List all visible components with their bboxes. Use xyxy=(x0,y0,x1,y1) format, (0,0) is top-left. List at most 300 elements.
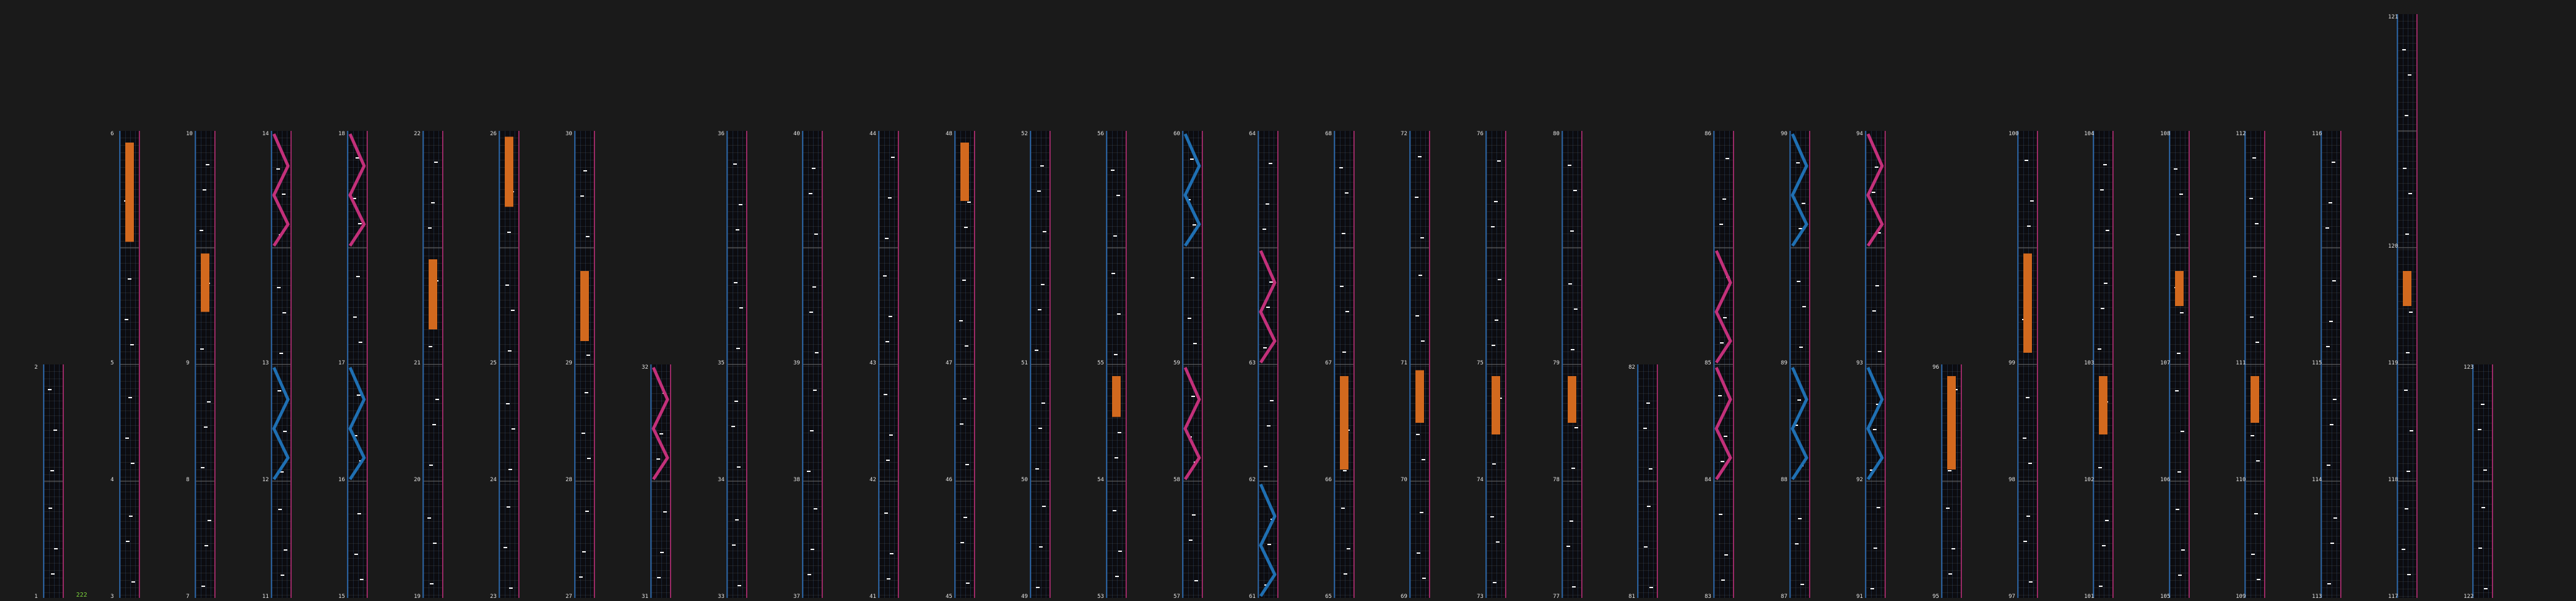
tap-note xyxy=(1038,309,1041,310)
tap-note xyxy=(1266,203,1269,205)
measure-number: 7 xyxy=(186,594,190,600)
measure-number: 5 xyxy=(111,360,114,366)
measure-number: 114 xyxy=(2312,477,2322,483)
tap-note xyxy=(1719,224,1723,225)
column-notes xyxy=(272,131,290,598)
measure-column[interactable] xyxy=(1562,131,1582,598)
measure-number: 21 xyxy=(414,360,421,366)
measure-number: 61 xyxy=(1249,594,1256,600)
measure-number: 118 xyxy=(2388,477,2399,483)
tap-note xyxy=(1643,428,1647,429)
measure-number: 97 xyxy=(2009,594,2015,600)
measure-number: 73 xyxy=(1477,594,1484,600)
measure-number: 115 xyxy=(2312,360,2322,366)
tap-note xyxy=(200,230,203,231)
hold-note xyxy=(2403,271,2411,306)
tap-note xyxy=(736,348,740,349)
tap-note xyxy=(511,310,515,311)
slide-path xyxy=(1185,367,1199,479)
column-notes xyxy=(348,131,367,598)
tap-note xyxy=(587,458,591,459)
tap-note xyxy=(884,394,887,395)
tap-note xyxy=(2027,226,2031,227)
tap-note xyxy=(2330,424,2333,425)
tap-note xyxy=(1193,343,1197,344)
tap-note xyxy=(2251,435,2254,436)
tap-note xyxy=(356,276,360,277)
column-notes xyxy=(44,364,63,598)
tap-note xyxy=(1115,457,1118,458)
measure-number: 78 xyxy=(1553,477,1560,483)
tap-note xyxy=(884,513,888,514)
tap-note xyxy=(815,352,819,353)
tap-note xyxy=(1422,459,1425,460)
tap-note xyxy=(356,157,359,159)
column-notes xyxy=(1866,131,1885,598)
measure-column[interactable] xyxy=(2472,364,2493,598)
column-notes xyxy=(2322,131,2340,598)
tap-note xyxy=(357,513,361,514)
column-notes xyxy=(1563,131,1581,598)
measure-number: 82 xyxy=(1628,364,1635,371)
tap-note xyxy=(1111,273,1115,274)
tap-note xyxy=(1948,470,1951,471)
tap-note xyxy=(2408,193,2412,194)
tap-note xyxy=(128,278,131,280)
measure-column[interactable] xyxy=(271,131,292,598)
tap-note xyxy=(2404,390,2408,391)
measure-number: 96 xyxy=(1932,364,1939,371)
slide-path xyxy=(1185,134,1199,246)
tap-note xyxy=(2249,198,2253,199)
tap-note xyxy=(1344,573,1347,575)
tap-note xyxy=(1347,548,1350,549)
tap-note xyxy=(1339,167,1343,168)
tap-note xyxy=(1415,315,1419,316)
measure-column[interactable] xyxy=(2321,131,2341,598)
tap-note xyxy=(890,553,893,554)
tap-note xyxy=(2176,509,2179,510)
tap-note xyxy=(1800,584,1804,585)
column-notes xyxy=(2018,131,2037,598)
hold-note xyxy=(125,143,134,242)
tap-note xyxy=(1418,275,1422,276)
column-notes xyxy=(955,131,974,598)
tap-note xyxy=(2481,404,2485,405)
measure-column[interactable] xyxy=(499,131,519,598)
tap-note xyxy=(54,548,58,549)
column-notes xyxy=(1714,131,1733,598)
tap-note xyxy=(964,227,968,228)
measure-column[interactable] xyxy=(1865,131,1886,598)
tap-note xyxy=(1797,281,1800,282)
tap-note xyxy=(1796,162,1800,163)
tap-note xyxy=(1951,548,1955,549)
measure-number: 109 xyxy=(2236,594,2246,600)
column-notes xyxy=(1791,131,1809,598)
hold-note xyxy=(1415,371,1424,423)
tap-note xyxy=(891,157,895,158)
tap-note xyxy=(739,204,742,205)
hold-note xyxy=(1340,376,1348,469)
tap-note xyxy=(966,583,970,584)
tap-note xyxy=(1188,318,1191,319)
tap-note xyxy=(2180,312,2184,313)
tap-note xyxy=(2175,390,2179,391)
tap-note xyxy=(812,168,815,169)
column-notes xyxy=(1031,131,1049,598)
tap-note xyxy=(2402,49,2406,50)
tap-note xyxy=(2329,202,2332,203)
tap-note xyxy=(2098,348,2101,350)
hold-note xyxy=(1492,376,1500,434)
measure-number: 30 xyxy=(566,131,572,137)
tap-note xyxy=(583,170,587,171)
measure-number: 16 xyxy=(338,477,345,483)
measure-number: 38 xyxy=(793,477,800,483)
tap-note xyxy=(657,577,661,578)
measure-number: 15 xyxy=(338,594,345,600)
tap-note xyxy=(962,280,966,281)
measure-number: 81 xyxy=(1628,594,1635,600)
column-notes xyxy=(652,364,670,598)
tap-note xyxy=(1948,573,1952,575)
tap-note xyxy=(810,430,814,431)
tap-note xyxy=(353,316,357,318)
tap-note xyxy=(208,520,211,521)
tap-note xyxy=(1877,507,1880,508)
tap-note xyxy=(508,350,512,352)
column-notes xyxy=(879,131,898,598)
tap-note xyxy=(2252,157,2256,159)
measure-number: 86 xyxy=(1705,131,1711,137)
tap-note xyxy=(586,236,590,237)
tap-note xyxy=(125,438,129,439)
slide-path xyxy=(1868,134,1882,246)
tap-note xyxy=(1647,506,1651,507)
tap-note xyxy=(1269,281,1273,283)
tap-note xyxy=(2177,353,2181,354)
slide-path xyxy=(350,134,364,246)
tap-note xyxy=(429,465,433,466)
measure-column[interactable] xyxy=(2244,131,2265,598)
measure-number: 3 xyxy=(111,594,114,600)
measure-column[interactable] xyxy=(1485,131,1506,598)
tap-note xyxy=(131,581,135,583)
measure-number: 46 xyxy=(946,477,952,483)
measure-number: 100 xyxy=(2009,131,2019,137)
measure-column[interactable] xyxy=(1409,131,1430,598)
slide-path xyxy=(1792,367,1807,479)
tap-note xyxy=(963,398,967,399)
measure-number: 123 xyxy=(2464,364,2474,371)
measure-column[interactable] xyxy=(1106,131,1127,598)
tap-note xyxy=(2327,465,2330,466)
tap-note xyxy=(1118,432,1121,433)
column-notes xyxy=(2398,14,2416,598)
tap-note xyxy=(2254,513,2258,514)
measure-number: 1 xyxy=(34,594,38,600)
tap-note xyxy=(2177,471,2181,473)
tap-note xyxy=(1345,192,1348,194)
tap-note xyxy=(1263,347,1267,348)
tap-note xyxy=(1802,306,1806,307)
measure-number: 77 xyxy=(1553,594,1560,600)
tap-note xyxy=(432,424,436,425)
tap-note xyxy=(1113,510,1116,511)
tap-note xyxy=(2100,189,2104,191)
measure-number: 84 xyxy=(1705,477,1711,483)
measure-number: 79 xyxy=(1553,360,1560,366)
measure-number: 65 xyxy=(1325,594,1332,600)
measure-column[interactable] xyxy=(2093,131,2114,598)
tap-note xyxy=(1644,546,1648,548)
tap-note xyxy=(811,549,814,550)
tap-note xyxy=(2023,438,2026,439)
tap-note xyxy=(967,202,971,203)
measure-column[interactable] xyxy=(878,131,899,598)
tap-note xyxy=(1874,548,1877,549)
tap-note xyxy=(2105,520,2109,521)
tap-note xyxy=(737,466,741,468)
measure-number: 14 xyxy=(262,131,269,137)
slide-path xyxy=(274,134,288,246)
measure-column[interactable] xyxy=(43,364,64,598)
tap-note xyxy=(201,467,204,468)
tap-note xyxy=(1490,516,1494,517)
tap-note xyxy=(2478,429,2481,430)
measure-number: 88 xyxy=(1781,477,1788,483)
tap-note xyxy=(50,470,54,471)
column-notes xyxy=(575,131,594,598)
tap-note xyxy=(1872,310,1876,312)
measure-number: 27 xyxy=(566,594,572,600)
tap-note xyxy=(731,426,735,427)
tap-note xyxy=(2181,549,2185,551)
tap-note xyxy=(1192,514,1196,516)
measure-number: 111 xyxy=(2236,360,2246,366)
tap-note xyxy=(1875,285,1879,286)
measure-number: 50 xyxy=(1021,477,1028,483)
measure-column[interactable] xyxy=(954,131,975,598)
tap-note xyxy=(1191,277,1194,278)
column-notes xyxy=(728,131,746,598)
measure-number: 116 xyxy=(2312,131,2322,137)
tap-note xyxy=(1269,163,1272,164)
measure-number: 48 xyxy=(946,131,952,137)
tap-note xyxy=(1340,286,1344,287)
measure-column[interactable] xyxy=(2397,14,2418,598)
tap-note xyxy=(2333,399,2337,400)
tap-note xyxy=(430,583,434,584)
measure-column[interactable] xyxy=(1637,364,1658,598)
tap-note xyxy=(580,195,584,197)
tap-note xyxy=(2405,234,2409,235)
measure-number: 99 xyxy=(2009,360,2015,366)
column-notes xyxy=(2246,131,2264,598)
measure-number: 103 xyxy=(2084,360,2095,366)
tap-note xyxy=(2029,581,2033,583)
column-notes xyxy=(424,131,442,598)
measure-column[interactable] xyxy=(195,131,216,598)
tap-note xyxy=(1039,546,1043,548)
tap-note xyxy=(1191,396,1195,397)
tap-note xyxy=(431,202,435,203)
tap-note xyxy=(2255,223,2259,224)
tap-note xyxy=(732,544,736,546)
tap-note xyxy=(434,162,438,163)
tap-note xyxy=(1570,520,1573,522)
slide-path xyxy=(350,367,364,479)
tap-note xyxy=(1491,226,1495,227)
measure-column[interactable] xyxy=(347,131,368,598)
column-notes xyxy=(2170,131,2189,598)
tap-note xyxy=(204,426,208,428)
tap-note xyxy=(2026,397,2029,398)
measure-column[interactable] xyxy=(1941,364,1962,598)
tap-note xyxy=(128,397,132,398)
measure-number: 64 xyxy=(1249,131,1256,137)
measure-number: 43 xyxy=(870,360,876,366)
measure-number: 83 xyxy=(1705,594,1711,600)
measure-number: 119 xyxy=(2388,360,2399,366)
tap-note xyxy=(1492,463,1496,465)
tap-note xyxy=(1113,235,1117,237)
tap-note xyxy=(278,509,282,510)
tap-note xyxy=(2326,346,2330,347)
tap-note xyxy=(2478,548,2482,549)
tap-note xyxy=(1573,190,1577,191)
measure-number: 87 xyxy=(1781,594,1788,600)
tap-note xyxy=(733,163,737,165)
measure-number: 94 xyxy=(1856,131,1863,137)
tap-note xyxy=(435,399,439,400)
tap-note xyxy=(1041,284,1045,285)
measure-number: 106 xyxy=(2160,477,2171,483)
tap-note xyxy=(1568,283,1572,285)
slide-path xyxy=(1868,367,1882,479)
tap-note xyxy=(2481,507,2485,508)
tap-note xyxy=(354,554,358,555)
tap-note xyxy=(504,547,507,548)
measure-number: 117 xyxy=(2388,594,2399,600)
measure-column[interactable] xyxy=(726,131,747,598)
measure-column[interactable] xyxy=(650,364,671,598)
measure-column[interactable] xyxy=(1789,131,1810,598)
measure-column[interactable] xyxy=(119,131,140,598)
tap-note xyxy=(809,312,813,313)
measure-number: 92 xyxy=(1856,477,1863,483)
hold-note xyxy=(201,254,209,312)
tap-note xyxy=(2257,579,2260,580)
tap-note xyxy=(736,229,739,230)
tap-note xyxy=(508,469,512,470)
measure-number: 17 xyxy=(338,360,345,366)
tap-note xyxy=(1189,540,1193,541)
column-notes xyxy=(1638,364,1657,598)
tap-note xyxy=(737,585,741,586)
tap-note xyxy=(429,346,432,347)
measure-column[interactable] xyxy=(574,131,595,598)
measure-column[interactable] xyxy=(802,131,823,598)
tap-note xyxy=(2028,463,2032,464)
tap-note xyxy=(2327,583,2331,584)
measure-column[interactable] xyxy=(2169,131,2190,598)
tap-note xyxy=(1190,159,1194,160)
measure-column[interactable] xyxy=(2017,131,2038,598)
tap-note xyxy=(433,543,437,544)
tap-note xyxy=(1494,201,1498,202)
slide-path xyxy=(274,367,288,479)
tap-note xyxy=(2409,312,2413,313)
tap-note xyxy=(200,348,204,350)
measure-number: 24 xyxy=(490,477,497,483)
tap-note xyxy=(2255,342,2259,343)
tap-note xyxy=(360,579,364,580)
tap-note xyxy=(1415,197,1418,198)
measure-column[interactable] xyxy=(1182,131,1203,598)
tap-note xyxy=(2106,230,2109,231)
tap-note xyxy=(281,575,284,576)
column-notes xyxy=(2473,364,2492,598)
measure-column[interactable] xyxy=(1030,131,1051,598)
hold-note xyxy=(1947,376,1956,469)
tap-note xyxy=(284,549,287,551)
tap-note xyxy=(2098,467,2102,468)
measure-number: 53 xyxy=(1097,594,1104,600)
tap-note xyxy=(2406,352,2410,353)
tap-note xyxy=(1723,317,1727,318)
tap-note xyxy=(1422,578,1426,579)
measure-column[interactable] xyxy=(1334,131,1355,598)
tap-note xyxy=(1035,468,1039,469)
measure-column[interactable] xyxy=(1713,131,1734,598)
tap-note xyxy=(965,345,968,347)
tap-note xyxy=(2174,168,2177,170)
hold-note xyxy=(1112,376,1121,417)
tap-note xyxy=(206,164,209,165)
tap-note xyxy=(1568,165,1571,166)
tap-note xyxy=(1270,400,1274,401)
measure-number: 11 xyxy=(262,594,269,600)
measure-column[interactable] xyxy=(1258,131,1278,598)
tap-note xyxy=(358,223,362,224)
hold-note xyxy=(2251,376,2259,423)
measure-number: 76 xyxy=(1477,131,1484,137)
score-label: 222 xyxy=(76,592,88,599)
tap-note xyxy=(1037,191,1041,192)
measure-number: 71 xyxy=(1401,360,1407,366)
measure-column[interactable] xyxy=(422,131,443,598)
tap-note xyxy=(1566,546,1570,547)
tap-note xyxy=(814,508,817,509)
tap-note xyxy=(1873,429,1877,430)
column-notes xyxy=(2094,131,2112,598)
measure-number: 93 xyxy=(1856,360,1863,366)
measure-number: 45 xyxy=(946,594,952,600)
measure-number: 101 xyxy=(2084,594,2095,600)
tap-note xyxy=(585,511,589,512)
tap-note xyxy=(959,320,963,321)
tap-note xyxy=(885,341,889,342)
tap-note xyxy=(2103,164,2107,165)
hold-note xyxy=(505,137,513,207)
tap-note xyxy=(1342,352,1346,353)
tap-note xyxy=(1418,156,1422,157)
tap-note xyxy=(2403,168,2407,169)
tap-note xyxy=(283,431,287,432)
measure-number: 25 xyxy=(490,360,497,366)
